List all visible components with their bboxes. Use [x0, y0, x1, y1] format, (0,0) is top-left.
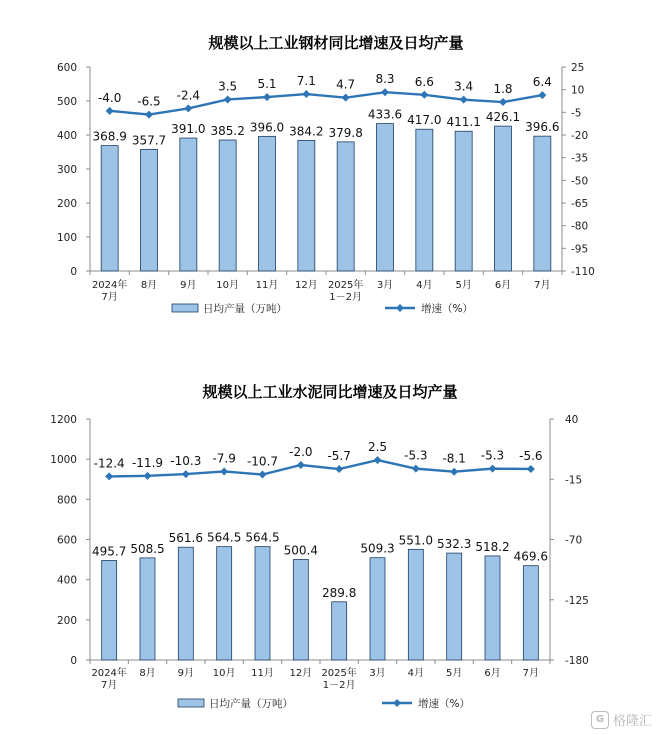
category-label: 12月 — [294, 280, 318, 291]
line-value-label: 5.1 — [257, 77, 277, 92]
bar — [534, 136, 551, 271]
bar — [337, 142, 354, 271]
bar-value-label: 508.5 — [130, 541, 165, 556]
category-label: 8月 — [139, 668, 156, 679]
left-tick-label: 600 — [56, 534, 77, 547]
bar-value-label: 396.0 — [249, 120, 285, 135]
category-label: 3月 — [376, 280, 394, 291]
category-label: 7月 — [534, 280, 551, 291]
category-label: 7月 — [522, 668, 540, 679]
line-value-label: -12.4 — [93, 456, 125, 471]
bar — [332, 602, 347, 660]
bar-value-label: 396.6 — [525, 120, 560, 135]
legend-bar-label: 日均产量（万吨） — [203, 303, 287, 315]
bar-value-label: 426.1 — [485, 110, 521, 125]
right-tick-label: -15 — [565, 474, 583, 487]
line-point — [297, 461, 305, 469]
bar — [255, 547, 270, 660]
bar-value-label: 551.0 — [398, 533, 434, 548]
left-tick-label: 300 — [56, 164, 77, 176]
category-label: 6月 — [494, 280, 512, 291]
line-point — [220, 467, 228, 475]
growth-line — [110, 92, 543, 114]
line-point — [184, 104, 192, 112]
category-label: 4月 — [407, 668, 425, 679]
right-tick-label: 10 — [571, 84, 585, 97]
line-value-label: -2.4 — [176, 88, 201, 103]
right-tick-label: -95 — [571, 243, 589, 256]
category-label: 8月 — [140, 280, 158, 291]
bar-value-label: 368.9 — [92, 129, 127, 144]
bar-value-label: 433.6 — [367, 107, 403, 122]
line-value-label: 3.4 — [454, 79, 474, 94]
legend-line-label: 增速（%） — [418, 698, 470, 710]
bar — [101, 146, 118, 271]
right-tick-label: 25 — [571, 62, 585, 74]
left-tick-label: 500 — [56, 96, 77, 108]
line-value-label: 2.5 — [367, 440, 388, 455]
line-value-label: -10.7 — [246, 454, 279, 469]
bar-value-label: 289.8 — [321, 585, 357, 600]
line-point — [335, 465, 343, 473]
bar-value-label: 411.1 — [446, 115, 481, 130]
line-value-label: -2.0 — [289, 445, 313, 460]
right-tick-label: -20 — [571, 130, 589, 142]
line-point — [182, 470, 190, 478]
bar — [219, 140, 236, 271]
bar-value-label: 518.2 — [475, 539, 510, 554]
category-label: 4月 — [416, 280, 433, 291]
category-label: 9月 — [177, 668, 195, 679]
right-tick-label: -110 — [571, 266, 595, 278]
right-tick-label: -65 — [571, 198, 589, 210]
line-point — [302, 90, 310, 98]
bar-value-label: 564.5 — [245, 530, 280, 545]
category-label: 2025年 1－2月 — [321, 668, 357, 691]
line-point — [105, 472, 113, 480]
bar — [217, 547, 232, 660]
line-point — [460, 96, 468, 104]
category-label: 9月 — [180, 280, 197, 291]
left-tick-label: 400 — [56, 130, 77, 142]
right-tick-label: -50 — [571, 175, 589, 188]
bar — [293, 560, 308, 660]
legend-line-marker — [393, 699, 401, 707]
bar-value-label: 509.3 — [360, 541, 395, 556]
left-tick-label: 200 — [56, 198, 77, 210]
legend-bar-swatch — [172, 304, 198, 312]
line-point — [224, 95, 232, 103]
category-label: 11月 — [251, 668, 274, 679]
line-point — [342, 94, 350, 102]
bar — [180, 138, 197, 271]
line-point — [145, 111, 153, 119]
line-value-label: 6.6 — [414, 74, 434, 89]
line-point — [489, 465, 497, 473]
line-value-label: 1.8 — [493, 82, 513, 97]
line-value-label: 3.5 — [218, 79, 238, 94]
bar — [102, 560, 117, 660]
bar — [377, 124, 394, 271]
bar — [408, 549, 423, 660]
bar — [485, 556, 500, 660]
bar-value-label: 391.0 — [171, 122, 206, 137]
bar — [259, 136, 276, 271]
bar — [455, 131, 472, 271]
bar-value-label: 561.6 — [168, 531, 204, 546]
category-label: 5月 — [445, 668, 463, 679]
line-point — [374, 456, 382, 464]
line-value-label: -6.5 — [137, 94, 161, 109]
bar — [447, 553, 462, 660]
line-value-label: 7.1 — [296, 74, 316, 89]
line-point — [263, 93, 271, 101]
bar-value-label: 469.6 — [513, 549, 549, 564]
line-point — [450, 468, 458, 476]
bar — [141, 149, 158, 271]
left-tick-label: 1000 — [50, 454, 77, 467]
left-tick-label: 800 — [56, 494, 77, 507]
line-point — [412, 465, 420, 473]
line-value-label: -5.3 — [404, 448, 428, 463]
bar-value-label: 379.8 — [328, 125, 363, 140]
line-point — [499, 98, 507, 106]
chart-title: 规模以上工业水泥同比增速及日均产量 — [202, 383, 458, 401]
category-label: 2024年 7月 — [91, 668, 127, 691]
category-label: 10月 — [212, 668, 236, 679]
line-value-label: -5.3 — [480, 448, 505, 463]
category-label: 2025年 1－2月 — [327, 280, 364, 303]
bar-value-label: 417.0 — [407, 113, 442, 128]
bar — [370, 558, 385, 660]
legend-bar-label: 日均产量（万吨） — [209, 698, 293, 710]
chart-title: 规模以上工业钢材同比增速及日均产量 — [208, 34, 464, 52]
category-label: 2024年 7月 — [91, 280, 128, 303]
chart-cement — [50, 383, 589, 710]
legend-line-marker — [396, 304, 404, 312]
category-label: 5月 — [455, 280, 472, 291]
category-label: 10月 — [216, 280, 240, 291]
line-value-label: -7.9 — [212, 451, 236, 466]
line-value-label: 6.4 — [532, 75, 552, 90]
left-tick-label: 600 — [56, 62, 77, 74]
left-tick-label: 1200 — [50, 414, 77, 426]
bar-value-label: 500.4 — [283, 543, 319, 558]
watermark — [591, 710, 652, 729]
line-point — [259, 471, 267, 479]
left-tick-label: 100 — [56, 232, 77, 244]
left-tick-label: 400 — [56, 574, 77, 587]
line-value-label: 8.3 — [375, 72, 395, 87]
chart-steel — [57, 34, 595, 315]
right-tick-label: -80 — [571, 220, 589, 233]
line-value-label: -11.9 — [131, 455, 164, 470]
bar — [416, 129, 433, 271]
right-tick-label: -70 — [565, 534, 583, 547]
bar — [298, 140, 315, 271]
watermark-text: 格隆汇 — [612, 714, 652, 729]
right-tick-label: -35 — [571, 152, 589, 165]
left-tick-label: 0 — [70, 266, 77, 278]
line-point — [144, 472, 152, 480]
line-point — [420, 91, 428, 99]
right-tick-label: -125 — [565, 594, 589, 607]
legend-line-label: 增速（%） — [421, 303, 473, 315]
bar-value-label: 564.5 — [206, 530, 242, 545]
bar-value-label: 357.7 — [131, 133, 167, 148]
line-value-label: -8.1 — [442, 451, 466, 466]
category-label: 3月 — [369, 668, 386, 679]
line-point — [538, 91, 546, 99]
right-tick-label: 40 — [565, 414, 579, 426]
bar — [495, 126, 512, 271]
bar — [140, 558, 155, 660]
line-point — [381, 88, 389, 96]
line-value-label: 4.7 — [336, 77, 356, 92]
category-label: 12月 — [289, 668, 313, 679]
line-value-label: -4.0 — [97, 90, 122, 105]
line-point — [106, 107, 114, 115]
line-value-label: -5.7 — [327, 449, 351, 464]
right-tick-label: -5 — [571, 107, 582, 120]
category-label: 6月 — [484, 668, 501, 679]
line-value-label: -10.3 — [170, 454, 202, 469]
bar-value-label: 384.2 — [289, 124, 324, 139]
gelonghui-logo-icon: G — [591, 711, 609, 729]
bar-value-label: 385.2 — [210, 124, 245, 139]
left-tick-label: 200 — [56, 614, 77, 627]
bar — [523, 566, 538, 660]
line-value-label: -5.6 — [519, 448, 543, 463]
category-label: 11月 — [255, 280, 279, 291]
bar-value-label: 532.3 — [436, 537, 472, 552]
bar — [178, 547, 193, 660]
left-tick-label: 0 — [70, 655, 77, 667]
legend-bar-swatch — [178, 699, 204, 707]
bar-value-label: 495.7 — [91, 544, 127, 559]
line-point — [527, 465, 535, 473]
right-tick-label: -180 — [565, 655, 589, 667]
